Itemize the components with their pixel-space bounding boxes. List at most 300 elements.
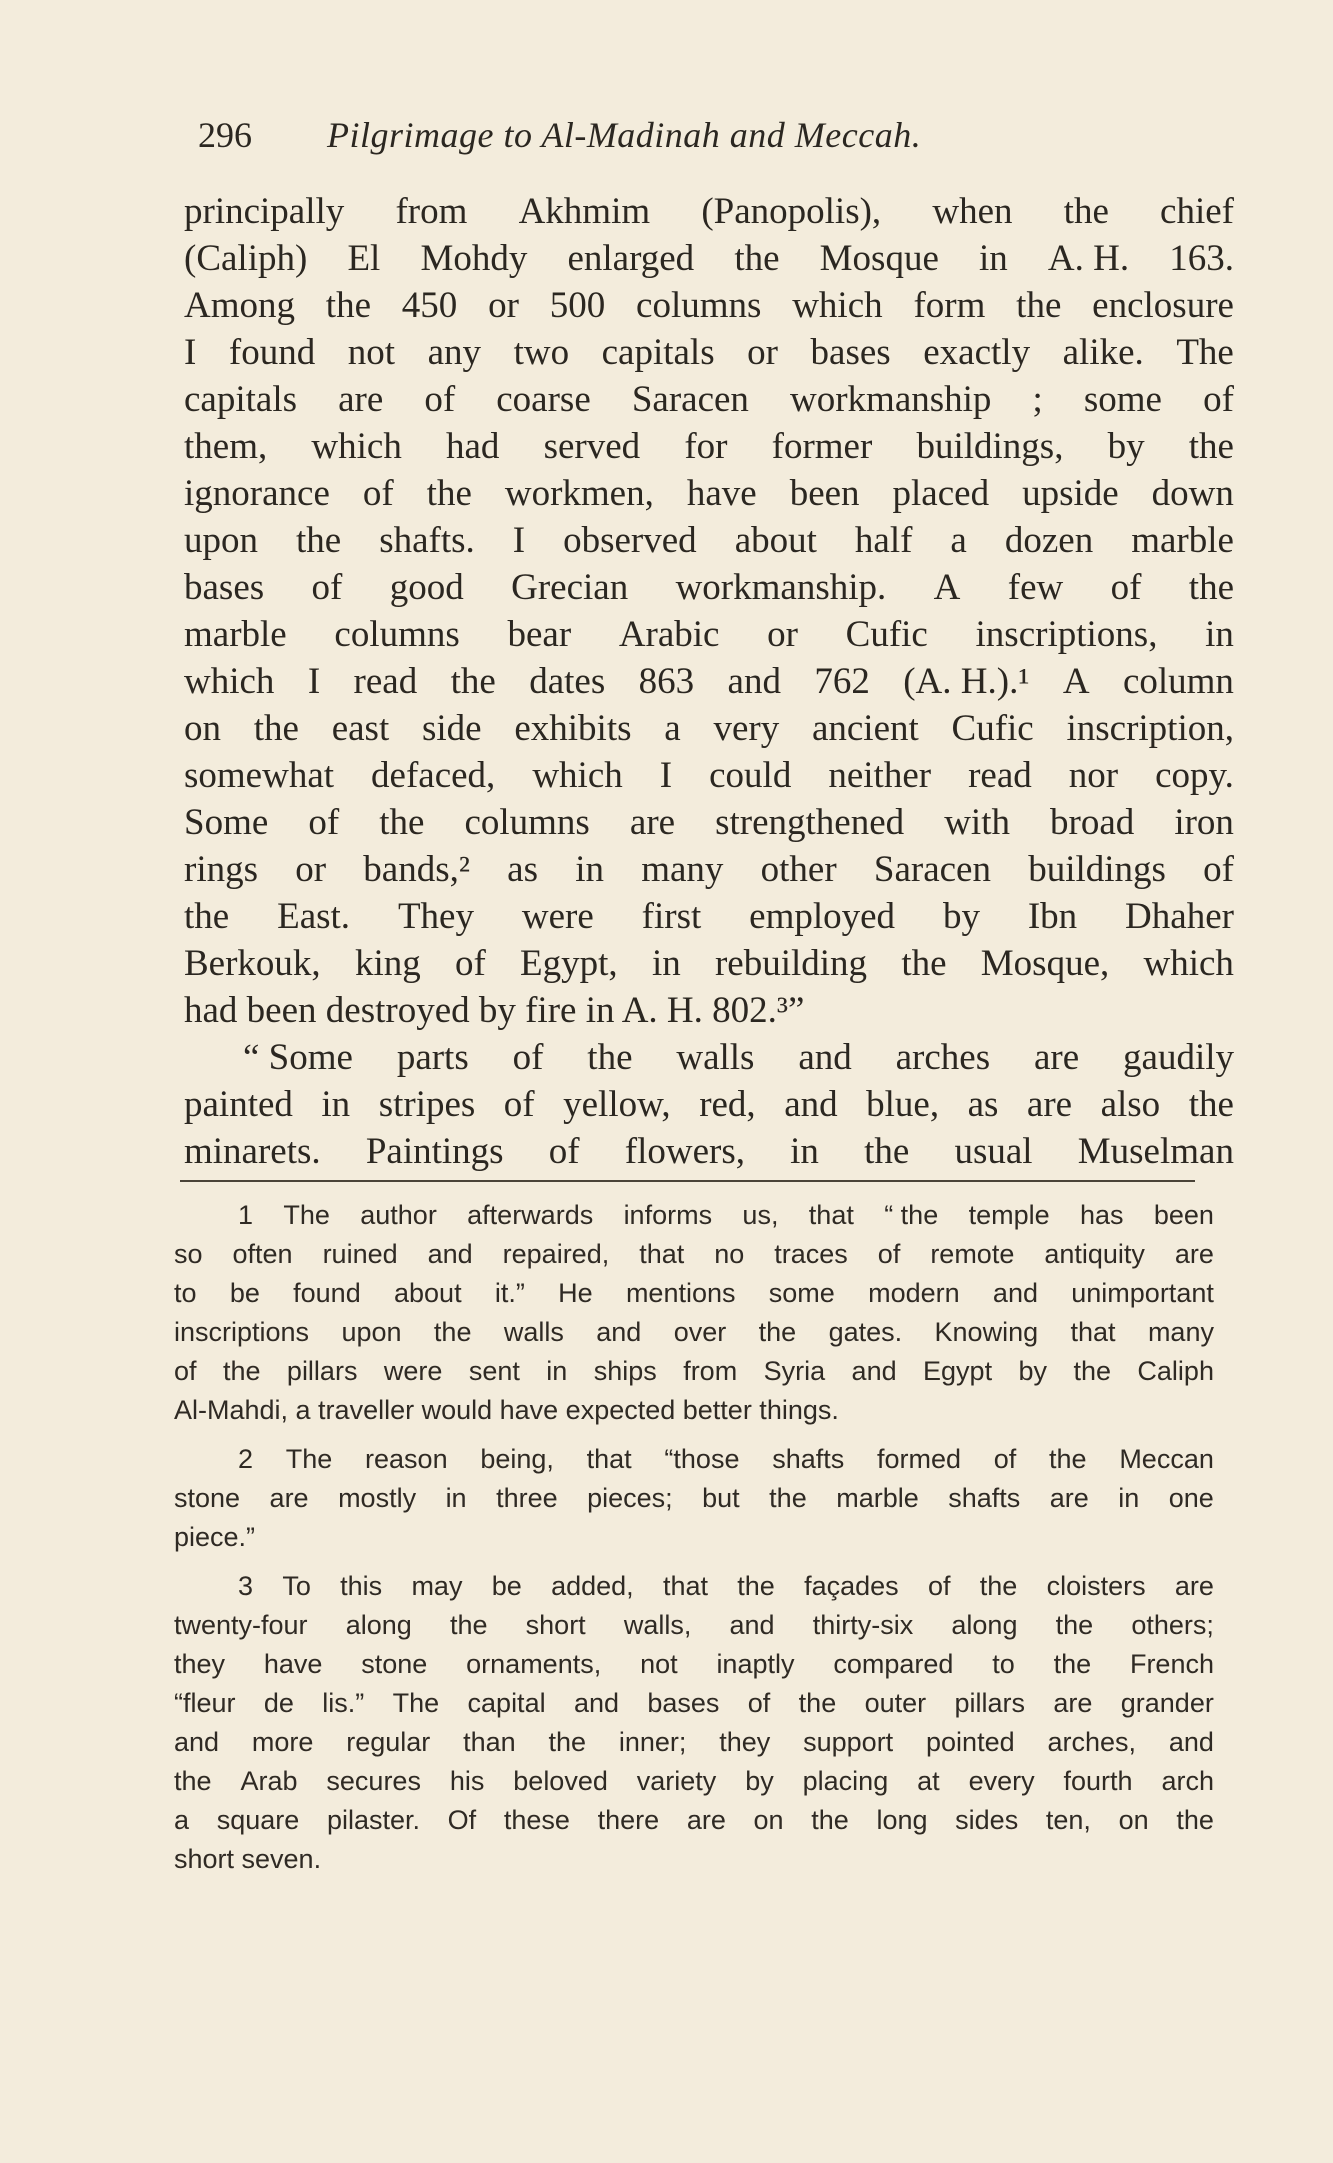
word: minarets. <box>184 1131 321 1172</box>
word: “those <box>664 1444 740 1474</box>
word: the <box>1016 285 1062 326</box>
word: in <box>321 1084 351 1125</box>
word: bases <box>647 1688 720 1718</box>
text-line <box>174 1518 1214 1557</box>
word: the <box>426 473 472 514</box>
word: Of <box>447 1805 477 1835</box>
word: (Caliph) <box>184 238 308 279</box>
word: workmanship. <box>675 567 887 608</box>
text-line <box>174 1723 1214 1762</box>
text-line <box>184 893 1234 940</box>
word: the <box>1063 191 1109 232</box>
word: enclosure <box>1092 285 1234 326</box>
word: I <box>307 661 321 702</box>
word: found <box>293 1278 361 1308</box>
word: which <box>311 426 402 467</box>
word: exhibits <box>514 708 632 749</box>
word: are <box>1026 1084 1073 1125</box>
word: arch <box>1161 1766 1214 1796</box>
word: and <box>427 1239 473 1269</box>
word: of <box>512 1037 544 1078</box>
word: Mosque <box>819 238 939 279</box>
word: or <box>295 849 327 890</box>
text-line <box>184 329 1234 376</box>
word: to <box>174 1278 197 1308</box>
word: Saracen <box>631 379 749 420</box>
word: the <box>979 1571 1018 1601</box>
word: over <box>673 1317 727 1347</box>
word: of <box>454 943 486 984</box>
word: from <box>395 191 468 232</box>
word: formed <box>876 1444 962 1474</box>
word: observed <box>563 520 697 561</box>
word: in <box>546 1356 568 1386</box>
word: been <box>1153 1200 1214 1230</box>
word: columns <box>334 614 460 655</box>
word: “fleur <box>174 1688 236 1718</box>
word: and <box>729 1610 775 1640</box>
word: the <box>184 896 230 937</box>
word: former <box>771 426 873 467</box>
word: upon <box>341 1317 402 1347</box>
word: de <box>263 1688 294 1718</box>
word: pieces; <box>587 1483 673 1513</box>
word: Berkouk, <box>184 943 321 984</box>
word: they <box>719 1727 771 1757</box>
word: were <box>521 896 594 937</box>
word: Some <box>184 802 269 843</box>
word: been <box>789 473 860 514</box>
text-line <box>174 1313 1214 1352</box>
footnote-1 <box>174 1196 1214 1430</box>
word: yellow, <box>563 1084 671 1125</box>
word: there <box>597 1805 660 1835</box>
word: very <box>713 708 780 749</box>
word: us, <box>742 1200 779 1230</box>
word: I <box>184 332 197 373</box>
word: traces <box>774 1239 848 1269</box>
word: variety <box>636 1766 717 1796</box>
word: Akhmim <box>518 191 651 232</box>
word: that <box>1070 1317 1116 1347</box>
word: employed <box>749 896 896 937</box>
word: the <box>734 238 780 279</box>
word: Al-Mahdi, a traveller would have expected better things. <box>174 1395 839 1425</box>
word: exactly <box>923 332 1031 373</box>
word: Arabic <box>618 614 720 655</box>
text-line <box>174 1274 1214 1313</box>
word: The <box>392 1688 440 1718</box>
word: arches <box>895 1037 991 1078</box>
word: Muselman <box>1077 1131 1234 1172</box>
word: bands,² <box>363 849 470 890</box>
word: mostly <box>338 1483 417 1513</box>
word: along <box>951 1610 1018 1640</box>
word: shafts. <box>379 520 475 561</box>
text-line <box>174 1479 1214 1518</box>
word: the <box>450 661 496 702</box>
text-line <box>184 1128 1234 1175</box>
word: have <box>263 1649 323 1679</box>
word: piece.” <box>174 1522 256 1552</box>
word: had been destroyed by fire in A. H. 802.³” <box>184 990 805 1031</box>
word: which <box>792 285 883 326</box>
word: walls <box>676 1037 755 1078</box>
word: on <box>184 708 221 749</box>
footnotes <box>174 1196 1214 1889</box>
word: the <box>811 1805 849 1835</box>
word: parts <box>396 1037 469 1078</box>
word: of <box>174 1356 197 1386</box>
text-line <box>174 1801 1214 1840</box>
word: façades <box>804 1571 899 1601</box>
word: 3 <box>238 1571 254 1601</box>
word: Among <box>184 285 295 326</box>
word: stone <box>361 1649 428 1679</box>
word: compared <box>833 1649 954 1679</box>
word: the <box>296 520 342 561</box>
word: the <box>379 802 425 843</box>
word: of <box>311 567 343 608</box>
word: in <box>575 849 604 890</box>
word: 500 <box>549 285 606 326</box>
word: the <box>864 1131 910 1172</box>
word: also <box>1100 1084 1161 1125</box>
word: to <box>992 1649 1015 1679</box>
running-header <box>198 110 1228 160</box>
word: thirty-six <box>812 1610 914 1640</box>
word: so <box>174 1239 203 1269</box>
word: Caliph <box>1137 1356 1214 1386</box>
word: that <box>586 1444 632 1474</box>
word: may <box>411 1571 463 1601</box>
word: the <box>548 1727 587 1757</box>
text-line <box>184 1034 1234 1081</box>
word: marble <box>836 1483 919 1513</box>
word: by <box>1018 1356 1048 1386</box>
word: sides <box>955 1805 1019 1835</box>
word: pillars <box>286 1356 358 1386</box>
word: I <box>512 520 526 561</box>
word: iron <box>1174 802 1234 843</box>
word: secures <box>326 1766 421 1796</box>
word: of <box>503 1084 535 1125</box>
word: added, <box>551 1571 634 1601</box>
word: by <box>745 1766 774 1796</box>
word: which <box>1143 943 1234 984</box>
word: regular <box>346 1727 431 1757</box>
text-line <box>184 658 1234 705</box>
word: columns <box>636 285 762 326</box>
text-line <box>184 799 1234 846</box>
word: “ the <box>884 1200 939 1230</box>
word: short seven. <box>174 1844 322 1874</box>
word: lis.” <box>322 1688 365 1718</box>
word: square <box>216 1805 300 1835</box>
word: of <box>548 1131 580 1172</box>
word: I <box>659 755 673 796</box>
text-line <box>184 940 1234 987</box>
word: have <box>686 473 757 514</box>
word: inscription, <box>1066 708 1234 749</box>
word: coarse <box>496 379 591 420</box>
word: it.” <box>494 1278 525 1308</box>
word: somewhat <box>184 755 335 796</box>
word: form <box>913 285 986 326</box>
word: ruined <box>322 1239 398 1269</box>
word: of <box>1203 849 1234 890</box>
word: by <box>942 896 980 937</box>
word: stone <box>174 1483 241 1513</box>
word: short <box>525 1610 586 1640</box>
word: many <box>1147 1317 1214 1347</box>
text-line <box>174 1196 1214 1235</box>
word: of <box>1110 567 1142 608</box>
word: Cufic <box>845 614 928 655</box>
word: shafts <box>948 1483 1021 1513</box>
word: when <box>932 191 1013 232</box>
word: Meccan <box>1119 1444 1214 1474</box>
word: upon <box>184 520 258 561</box>
word: arches, <box>1047 1727 1136 1757</box>
word: sent <box>468 1356 520 1386</box>
word: the <box>1188 567 1234 608</box>
word: Arab <box>240 1766 298 1796</box>
word: Paintings <box>365 1131 504 1172</box>
word: 2 <box>238 1444 254 1474</box>
word: and <box>596 1317 642 1347</box>
text-line <box>174 1606 1214 1645</box>
word: good <box>389 567 464 608</box>
word: inner; <box>618 1727 687 1757</box>
word: and <box>784 1084 838 1125</box>
word: are <box>338 379 384 420</box>
word: a <box>950 520 967 561</box>
word: placed <box>892 473 990 514</box>
word: broad <box>1050 802 1135 843</box>
word: bases <box>184 567 265 608</box>
word: pilaster. <box>326 1805 420 1835</box>
word: king <box>354 943 421 984</box>
word: inaptly <box>716 1649 795 1679</box>
text-line <box>184 517 1234 564</box>
word: or <box>767 614 798 655</box>
word: on <box>753 1805 784 1835</box>
word: more <box>251 1727 314 1757</box>
word: The <box>285 1444 333 1474</box>
word: of <box>877 1239 901 1269</box>
word: the <box>798 1688 837 1718</box>
word: Ibn <box>1027 896 1078 937</box>
word: are <box>269 1483 309 1513</box>
word: are <box>1049 1483 1089 1513</box>
word: are <box>686 1805 726 1835</box>
word: could <box>709 755 792 796</box>
word: that <box>808 1200 854 1230</box>
word: (Panopolis), <box>701 191 882 232</box>
word: not <box>347 332 396 373</box>
word: the <box>1053 1649 1092 1679</box>
word: for <box>684 426 728 467</box>
word: (A. H.).¹ <box>903 661 1030 702</box>
word: afterwards <box>467 1200 594 1230</box>
word: marble <box>184 614 287 655</box>
text-line <box>184 470 1234 517</box>
word: workmanship <box>790 379 992 420</box>
word: workmen, <box>504 473 654 514</box>
text-line <box>184 611 1234 658</box>
footnote-3 <box>174 1567 1214 1879</box>
word: pointed <box>926 1727 1015 1757</box>
word: and <box>798 1037 852 1078</box>
word: 450 <box>401 285 458 326</box>
word: the <box>769 1483 807 1513</box>
word: gates. <box>828 1317 903 1347</box>
word: has <box>1079 1200 1124 1230</box>
word: neither <box>828 755 932 796</box>
running-title: Pilgrimage to Al-Madinah and Meccah. <box>327 115 922 155</box>
word: few <box>1007 567 1064 608</box>
word: remote <box>930 1239 1015 1269</box>
word: in <box>790 1131 819 1172</box>
text-line <box>184 752 1234 799</box>
word: of <box>308 802 340 843</box>
word: buildings, <box>916 426 1064 467</box>
word: often <box>232 1239 293 1269</box>
word: defaced, <box>371 755 496 796</box>
text-line <box>174 1440 1214 1479</box>
word: temple <box>968 1200 1050 1230</box>
text-line <box>184 846 1234 893</box>
word: of <box>424 379 456 420</box>
word: He <box>558 1278 593 1308</box>
word: informs <box>623 1200 713 1230</box>
word: every <box>968 1766 1035 1796</box>
word: and <box>851 1356 897 1386</box>
word: rebuilding <box>714 943 868 984</box>
word: French <box>1129 1649 1214 1679</box>
word: placing <box>802 1766 889 1796</box>
word: are <box>1174 1571 1214 1601</box>
word: ancient <box>811 708 919 749</box>
word: down <box>1151 473 1234 514</box>
word: enlarged <box>567 238 695 279</box>
word: from <box>683 1356 738 1386</box>
word: the <box>901 943 947 984</box>
word: which <box>532 755 623 796</box>
word: half <box>854 520 913 561</box>
word: capitals <box>601 332 715 373</box>
text-line <box>184 188 1234 235</box>
word: about <box>394 1278 462 1308</box>
word: which <box>184 661 275 702</box>
word: unimportant <box>1071 1278 1214 1308</box>
word: the <box>174 1766 212 1796</box>
word: fourth <box>1063 1766 1133 1796</box>
word: copy. <box>1155 755 1234 796</box>
word: Knowing <box>934 1317 1039 1347</box>
word: other <box>760 849 837 890</box>
word: the <box>1073 1356 1111 1386</box>
word: and <box>174 1727 220 1757</box>
word: than <box>463 1727 516 1757</box>
word: 762 <box>814 661 870 702</box>
word: cloisters <box>1046 1571 1146 1601</box>
word: the <box>1176 1805 1214 1835</box>
text-line <box>184 423 1234 470</box>
word: flowers, <box>624 1131 745 1172</box>
text-line <box>184 564 1234 611</box>
word: others; <box>1131 1610 1214 1640</box>
word: read <box>968 755 1032 796</box>
word: the <box>449 1610 488 1640</box>
word: the <box>737 1571 775 1601</box>
word: in <box>979 238 1008 279</box>
word: in <box>1118 1483 1140 1513</box>
word: this <box>340 1571 383 1601</box>
word: along <box>345 1610 412 1640</box>
word: dozen <box>1004 520 1094 561</box>
word: stripes <box>378 1084 476 1125</box>
word: mentions <box>625 1278 736 1308</box>
word: bear <box>507 614 572 655</box>
word: served <box>543 426 641 467</box>
word: ornaments, <box>466 1649 602 1679</box>
word: inscriptions <box>174 1317 310 1347</box>
word: support <box>803 1727 894 1757</box>
word: the <box>222 1356 261 1386</box>
word: ten, <box>1045 1805 1091 1835</box>
text-line <box>174 1567 1214 1606</box>
main-text <box>184 188 1234 1175</box>
text-line <box>184 235 1234 282</box>
word: shafts <box>772 1444 845 1474</box>
word: buildings <box>1028 849 1166 890</box>
text-line <box>184 705 1234 752</box>
word: the <box>325 285 371 326</box>
word: of <box>362 473 394 514</box>
word: Mohdy <box>420 238 528 279</box>
footnote-divider <box>180 1180 1195 1182</box>
word: first <box>641 896 702 937</box>
word: one <box>1168 1483 1214 1513</box>
word: as <box>507 849 538 890</box>
word: these <box>503 1805 570 1835</box>
word: but <box>702 1483 740 1513</box>
word: or <box>488 285 519 326</box>
word: long <box>876 1805 928 1835</box>
word: Egypt, <box>520 943 618 984</box>
word: and <box>1168 1727 1214 1757</box>
word: capital <box>467 1688 546 1718</box>
word: the <box>1049 1444 1087 1474</box>
word: marble <box>1131 520 1234 561</box>
word: author <box>360 1200 437 1230</box>
word: They <box>397 896 474 937</box>
word: or <box>747 332 778 373</box>
word: the <box>758 1317 797 1347</box>
word: had <box>445 426 500 467</box>
word: are <box>629 802 676 843</box>
word: in <box>445 1483 467 1513</box>
word: be <box>491 1571 522 1601</box>
word: three <box>496 1483 558 1513</box>
word: dates <box>529 661 606 702</box>
word: of <box>747 1688 771 1718</box>
word: any <box>427 332 482 373</box>
word: capitals <box>184 379 298 420</box>
word: and <box>992 1278 1038 1308</box>
